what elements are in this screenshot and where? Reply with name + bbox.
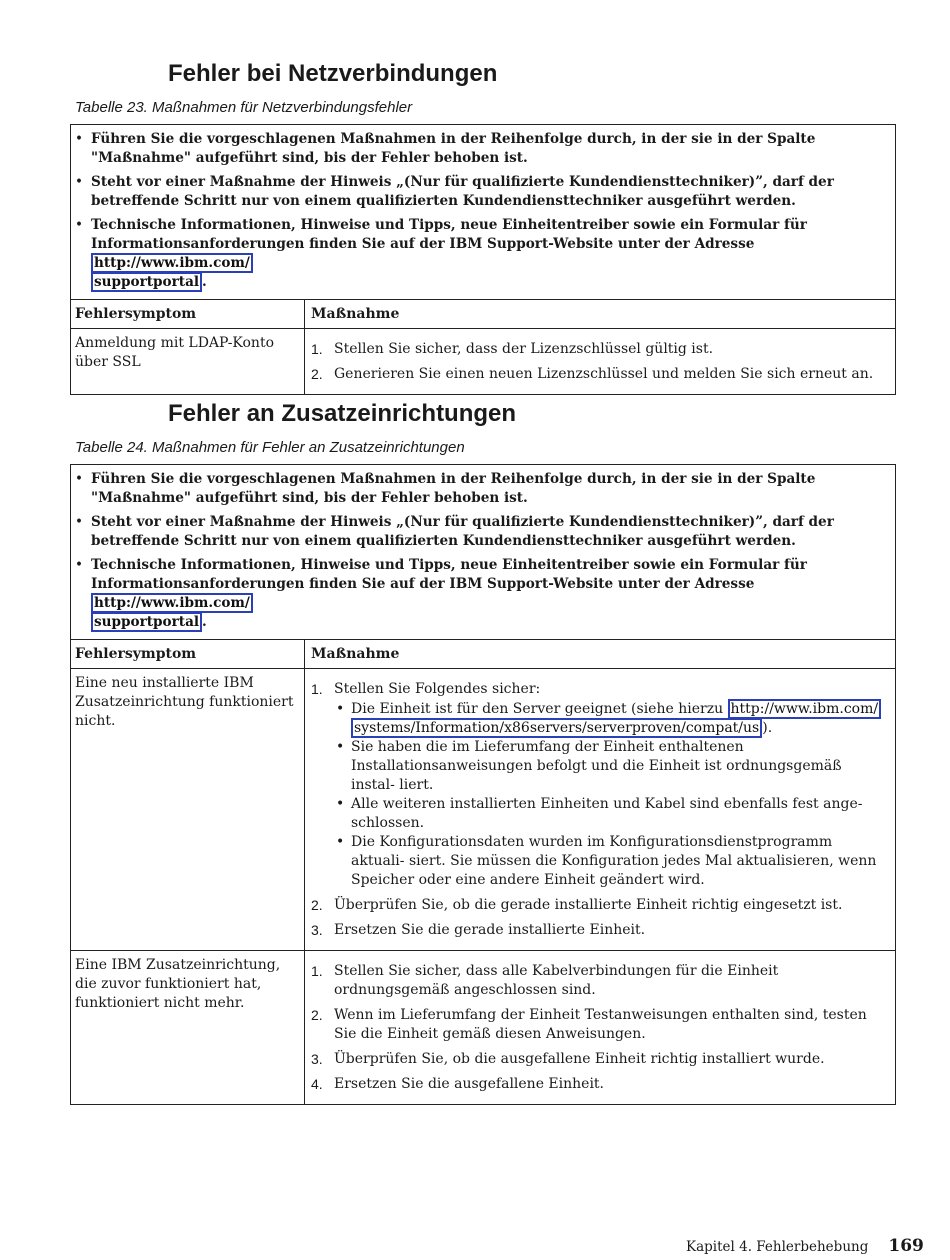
bullet-icon: • [75,174,84,190]
bullet-icon: • [336,739,345,755]
step-number: 3. [311,922,323,938]
step-number: 2. [311,1007,323,1023]
note-end: . [202,614,207,630]
chapter-label: Kapitel 4. Fehlerbehebung [686,1239,869,1255]
column-header-symptom: Fehlersymptom [71,640,305,668]
sub-item [334,795,889,833]
note-text: Steht vor einer Maßnahme der Hinweis „(Nur für qualifizierte Kundendiensttechniker)”, darf der betreffende Schritt nur von einem qualifizierten Kundendiensttechniker ausgeführt werden. [91,514,834,549]
note-item [75,130,887,168]
step-item [311,962,889,1000]
table-caption: Tabelle 24. Maßnahmen für Fehler an Zusatzeinrichtungen [75,439,465,456]
step-body [334,680,889,890]
table-caption: Tabelle 23. Maßnahmen für Netzverbindungsfehler [75,99,413,116]
note-text: Führen Sie die vorgeschlagenen Maßnahmen in der Reihenfolge durch, in der sie in der Spalte "Maßnahme" aufgeführt sind, bis der Fehler behoben ist. [91,471,816,506]
step-number: 1. [311,963,323,979]
bullet-icon: • [75,131,84,147]
note-text-with-link [91,556,887,632]
column-header-action: Maßnahme [311,646,400,662]
section-heading: Fehler bei Netzverbindungen [168,60,498,87]
note-item [75,513,887,551]
column-header-symptom: Fehlersymptom [71,300,305,328]
note-text: Technische Informationen, Hinweise und Tipps, neue Einheitentreiber sowie ein Formular für Informationsanforderungen finden Sie auf der IBM Support-Website unter der Adresse [91,557,807,592]
page-number: 169 [888,1236,924,1256]
support-portal-link[interactable]: supportportal [91,272,202,292]
table-row [71,328,895,394]
bullet-icon: • [336,701,345,717]
action-steps [311,340,889,384]
step-text: Stellen Sie Folgendes sicher: [334,681,541,697]
step-number: 3. [311,1051,323,1067]
step-item [311,1050,889,1069]
serverproven-link[interactable]: systems/Information/x86servers/serverproven/compat/us [351,718,762,738]
step-item [311,365,889,384]
column-header-action: Maßnahme [311,306,400,322]
note-text: Steht vor einer Maßnahme der Hinweis „(Nur für qualifizierte Kundendiensttechniker)”, darf der betreffende Schritt nur von einem qualifizierten Kundendiensttechniker ausgeführt werden. [91,174,834,209]
serverproven-link[interactable]: http://www.ibm.com/ [728,699,882,719]
note-item [75,216,887,292]
page-footer [686,1236,924,1256]
table-row [71,668,895,950]
troubleshooting-table [70,124,896,395]
step-number: 4. [311,1076,323,1092]
action-steps [311,680,889,940]
action-cell [305,669,895,950]
sub-item [334,700,889,738]
step-text: Ersetzen Sie die ausgefallene Einheit. [334,1076,604,1092]
action-cell [305,329,895,394]
note-item [75,556,887,632]
step-item [311,1075,889,1094]
step-text: Ersetzen Sie die gerade installierte Einheit. [334,922,646,938]
note-end: . [202,274,207,290]
step-text: Stellen Sie sicher, dass der Lizenzschlüssel gültig ist. [334,341,714,357]
sub-text: Die Einheit ist für den Server geeignet (siehe hierzu [351,701,728,717]
step-item [311,1006,889,1044]
section-option-errors [70,398,896,1105]
step-number: 1. [311,681,323,697]
step-text: Generieren Sie einen neuen Lizenzschlüssel und melden Sie sich erneut an. [334,366,874,382]
sub-end: ). [762,720,773,736]
action-cell [305,951,895,1104]
sub-text: Sie haben die im Lieferumfang der Einheit enthaltenen Installationsanweisungen befolgt und die Einheit ist ordnungsgemäß instal- liert. [351,739,842,793]
note-item [75,173,887,211]
bullet-icon: • [75,557,84,573]
step-number: 2. [311,897,323,913]
support-portal-link[interactable]: http://www.ibm.com/ [91,593,253,613]
note-text: Technische Informationen, Hinweise und Tipps, neue Einheitentreiber sowie ein Formular für Informationsanforderungen finden Sie auf der IBM Support-Website unter der Adresse [91,217,807,252]
step-item [311,921,889,940]
sub-text: Alle weiteren installierten Einheiten und Kabel sind ebenfalls fest ange- schlossen. [351,796,863,831]
table-notes [71,125,895,299]
troubleshooting-table [70,464,896,1105]
step-item [311,896,889,915]
section-network-errors [70,58,896,395]
step-text: Stellen Sie sicher, dass alle Kabelverbindungen für die Einheit ordnungsgemäß angeschlossen sind. [334,963,779,998]
section-heading: Fehler an Zusatzeinrichtungen [168,400,517,427]
symptom-cell: Eine neu installierte IBM Zusatzeinrichtung funktioniert nicht. [71,669,305,950]
sub-text-with-link [351,700,881,738]
symptom-cell: Anmeldung mit LDAP-Konto über SSL [71,329,305,394]
support-portal-link[interactable]: http://www.ibm.com/ [91,253,253,273]
sub-item [334,738,889,795]
table-header-row [71,639,895,668]
step-text: Wenn im Lieferumfang der Einheit Testanweisungen enthalten sind, testen Sie die Einheit gemäß diesen Anweisungen. [334,1007,867,1042]
support-portal-link[interactable]: supportportal [91,612,202,632]
bullet-icon: • [336,834,345,850]
action-steps [311,962,889,1094]
bullet-icon: • [75,514,84,530]
sub-text: Die Konfigurationsdaten wurden im Konfigurationsdienstprogramm aktuali- siert. Sie müssen die Konfiguration jedes Mal aktualisieren, wenn Speicher oder eine andere Einheit geändert wird. [351,834,877,888]
bullet-icon: • [336,796,345,812]
sub-list [334,700,889,890]
table-header-row [71,299,895,328]
sub-item [334,833,889,890]
note-text-with-link [91,216,887,292]
step-number: 2. [311,366,323,382]
table-notes [71,465,895,639]
symptom-cell: Eine IBM Zusatzeinrichtung, die zuvor funktioniert hat, funktioniert nicht mehr. [71,951,305,1104]
step-text: Überprüfen Sie, ob die ausgefallene Einheit richtig installiert wurde. [334,1051,825,1067]
step-item [311,680,889,890]
step-number: 1. [311,341,323,357]
bullet-icon: • [75,471,84,487]
note-text: Führen Sie die vorgeschlagenen Maßnahmen in der Reihenfolge durch, in der sie in der Spalte "Maßnahme" aufgeführt sind, bis der Fehler behoben ist. [91,131,816,166]
step-text: Überprüfen Sie, ob die gerade installierte Einheit richtig eingesetzt ist. [334,897,843,913]
step-item [311,340,889,359]
table-row [71,950,895,1104]
note-item [75,470,887,508]
bullet-icon: • [75,217,84,233]
